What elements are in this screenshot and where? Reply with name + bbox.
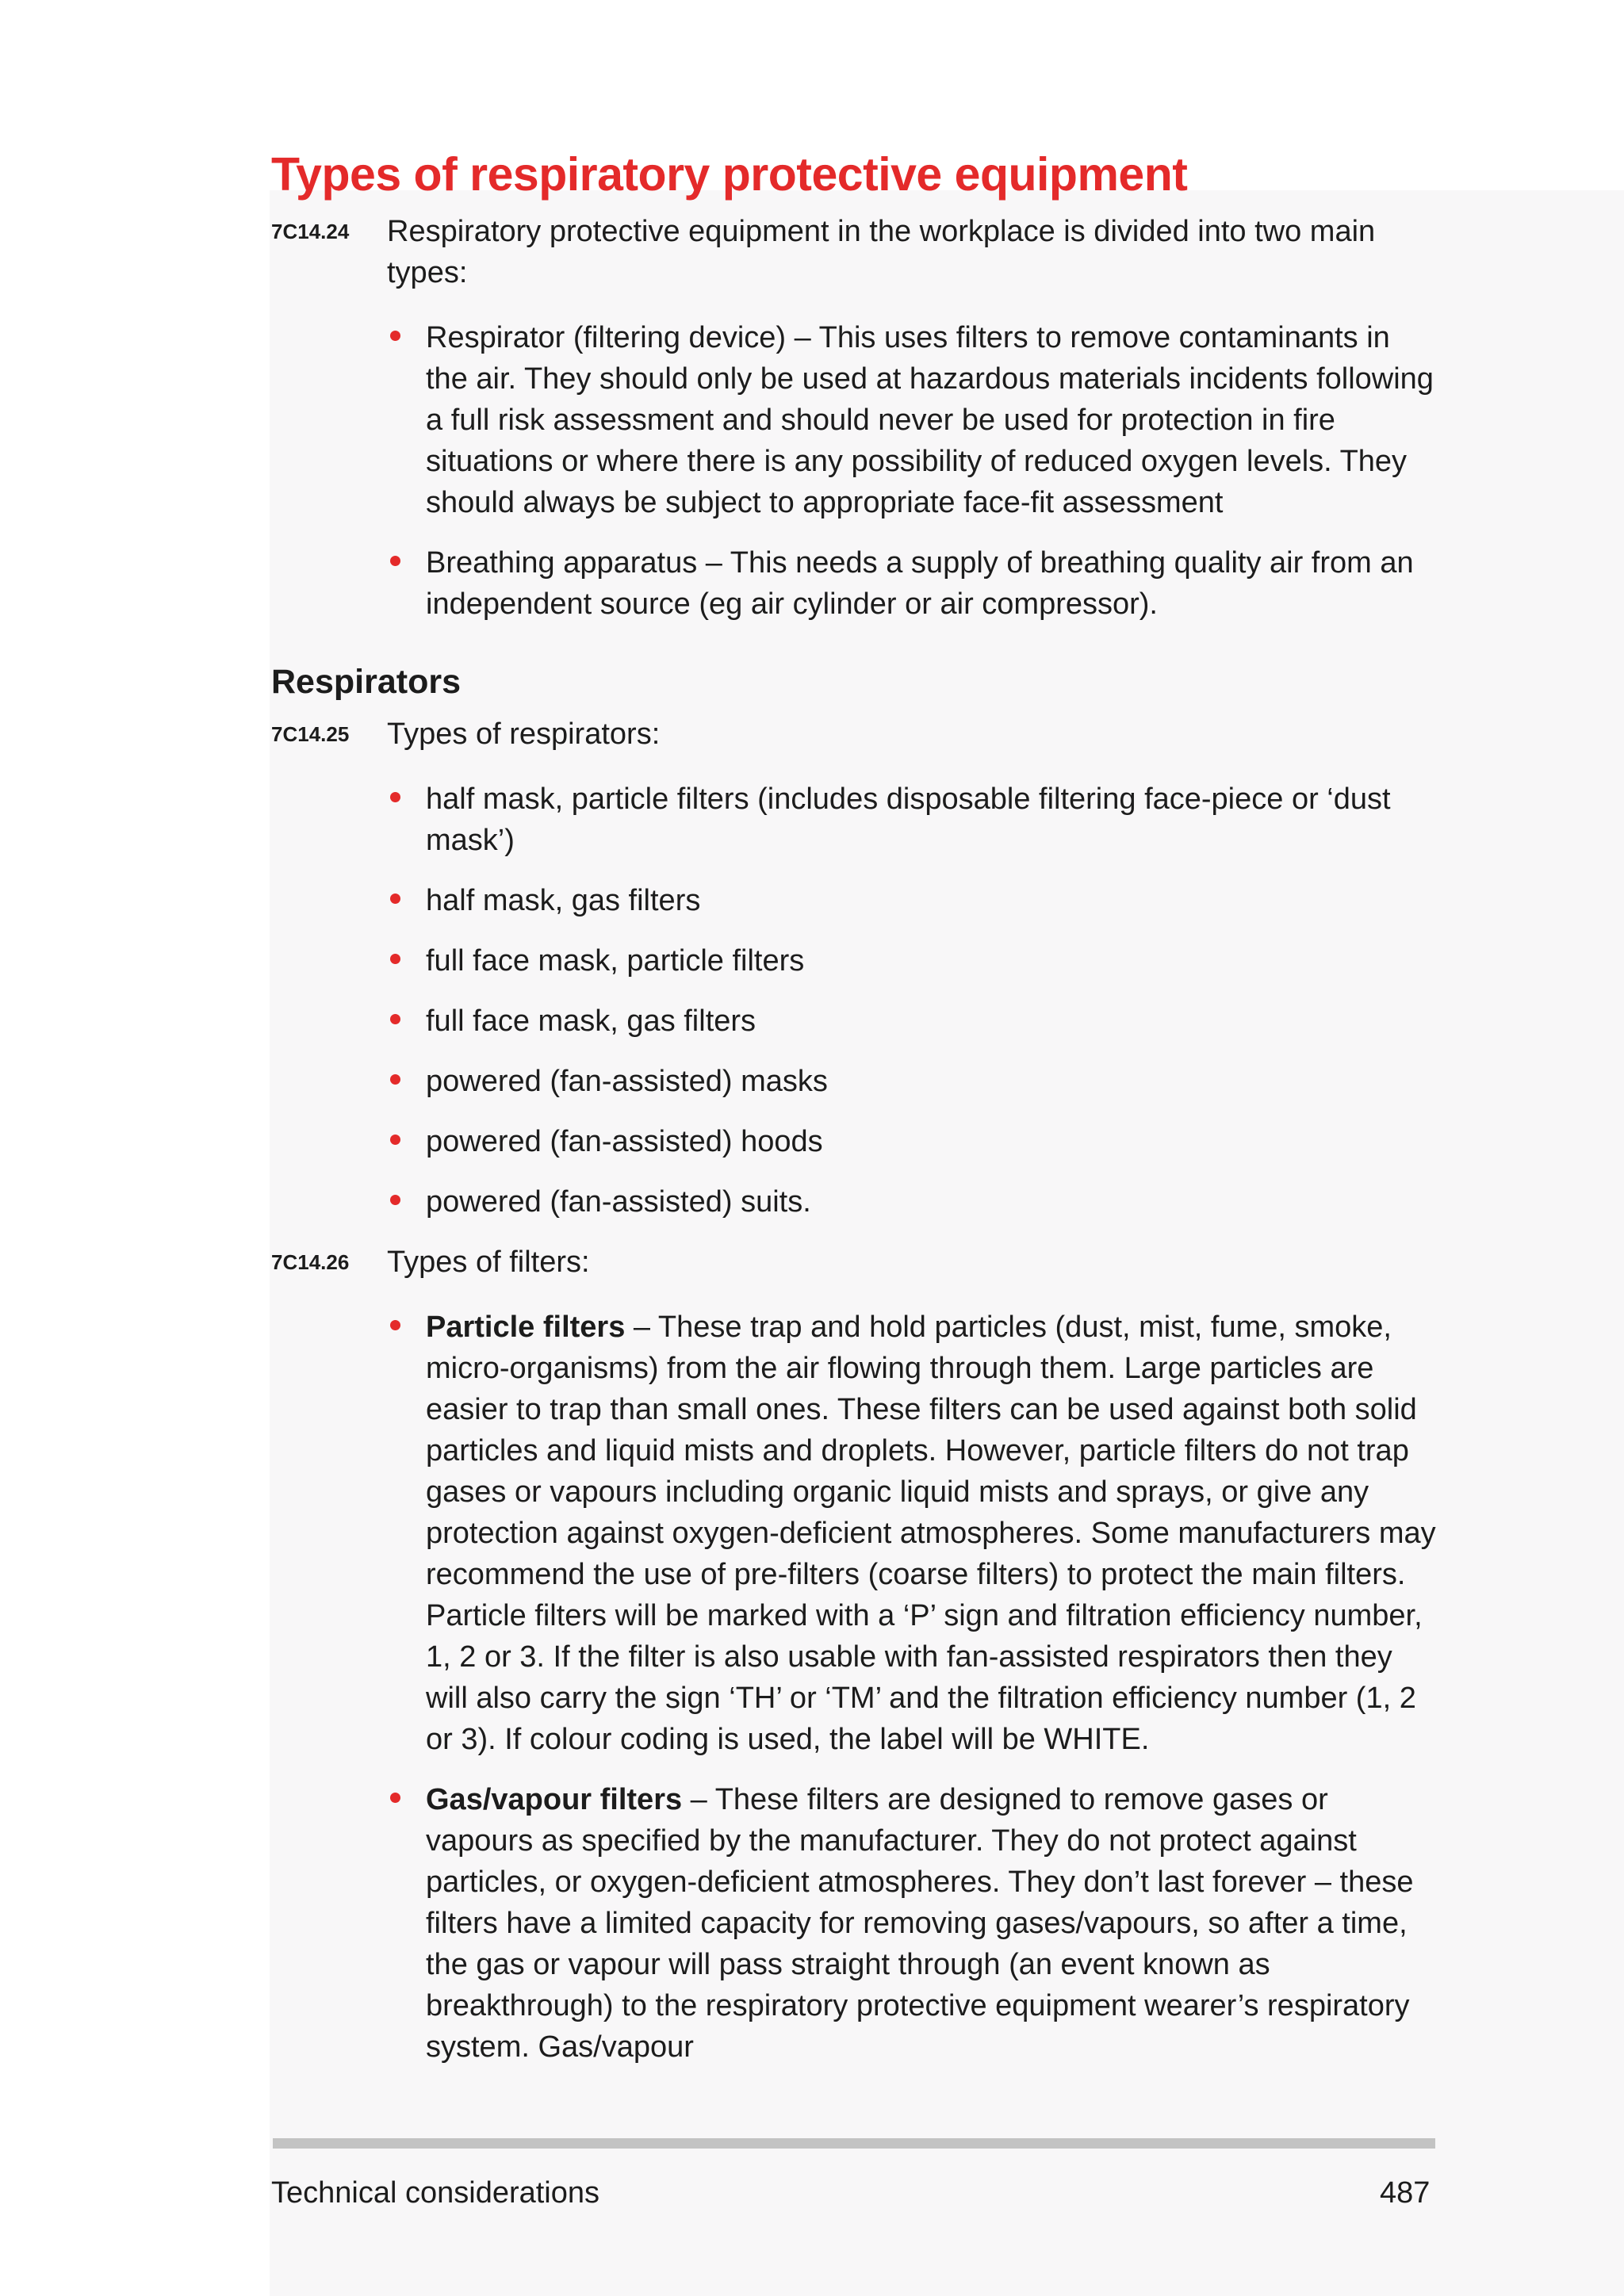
list-item: powered (fan-assisted) suits. [387, 1181, 1437, 1223]
bullet-icon [390, 331, 400, 341]
respirator-types-list [387, 779, 1437, 1223]
bullet-icon [390, 1014, 400, 1024]
bullet-icon [390, 1135, 400, 1145]
bullet-icon [390, 792, 400, 802]
rpe-types-list [387, 317, 1437, 625]
list-item: powered (fan-assisted) hoods [387, 1121, 1437, 1162]
bullet-icon [390, 556, 400, 566]
list-item: full face mask, particle filters [387, 940, 1437, 982]
paragraph-number: 7C14.26 [271, 1250, 350, 1274]
list-item: powered (fan-assisted) masks [387, 1061, 1437, 1102]
paragraph-7c14-26 [271, 1242, 1437, 1283]
bullet-icon [390, 1195, 400, 1205]
filter-types-list [387, 1307, 1437, 2068]
list-item: Gas/vapour filters – These filters are designed to remove gases or vapours as specified by the manufacturer. They do not protect against particles, or oxygen-deficient atmospheres. They don’t last forever – these filters have a limited capacity for removing gases/vapours, so after a time, the gas or vapour will pass straight through (an event known as breakthrough) to the respiratory protective equipment wearer’s respiratory system. Gas/vapour [387, 1779, 1437, 2068]
bullet-icon [390, 1793, 400, 1803]
list-item: full face mask, gas filters [387, 1001, 1437, 1042]
list-item: Breathing apparatus – This needs a supply of breathing quality air from an independent source (eg air cylinder or air compressor). [387, 542, 1437, 625]
bullet-icon [390, 1320, 400, 1330]
list-item: Particle filters – These trap and hold particles (dust, mist, fume, smoke, micro-organisms) from the air flowing through them. Large particles are easier to trap than small ones. These filters can be used against both solid particles and liquid mists and droplets. However, particle filters do not trap gases or vapours including organic liquid mists and sprays, or give any protection against oxygen-deficient atmospheres. Some manufacturers may recommend the use of pre-filters (coarse filters) to protect the main filters. Particle filters will be marked with a ‘P’ sign and filtration efficiency number, 1, 2 or 3. If the filter is also usable with fan-assisted respirators then they will also carry the sign ‘TH’ or ‘TM’ and the filtration efficiency number (1, 2 or 3). If colour coding is used, the label will be WHITE. [387, 1307, 1437, 1760]
footer-section-title: Technical considerations [271, 2176, 600, 2210]
term-label: Gas/vapour filters [426, 1783, 683, 1816]
section-heading-respirators: Respirators [271, 663, 461, 701]
page-number: 487 [1380, 2176, 1431, 2210]
paragraph-text: Types of respirators: [387, 718, 661, 751]
term-label: Particle filters [426, 1311, 626, 1344]
paragraph-text: Types of filters: [387, 1246, 590, 1279]
page-content [271, 143, 1437, 2087]
paragraph-number: 7C14.25 [271, 722, 350, 746]
footer-divider [273, 2138, 1435, 2149]
bullet-icon [390, 954, 400, 964]
paragraph-number: 7C14.24 [271, 220, 350, 243]
paragraph-7c14-25 [271, 714, 1437, 755]
bullet-icon [390, 1074, 400, 1085]
bullet-icon [390, 894, 400, 904]
paragraph-7c14-24 [271, 211, 1437, 293]
paragraph-text: Respiratory protective equipment in the workplace is divided into two main types: [387, 215, 1376, 289]
list-item: Respirator (filtering device) – This uses filters to remove contaminants in the air. They should only be used at hazardous materials incidents following a full risk assessment and should never be used for protection in fire situations or where there is any possibility of reduced oxygen levels. They should always be subject to appropriate face-fit assessment [387, 317, 1437, 523]
page-title: Types of respiratory protective equipment [271, 148, 1188, 201]
list-item: half mask, particle filters (includes disposable filtering face-piece or ‘dust mask’) [387, 779, 1437, 861]
list-item: half mask, gas filters [387, 880, 1437, 921]
